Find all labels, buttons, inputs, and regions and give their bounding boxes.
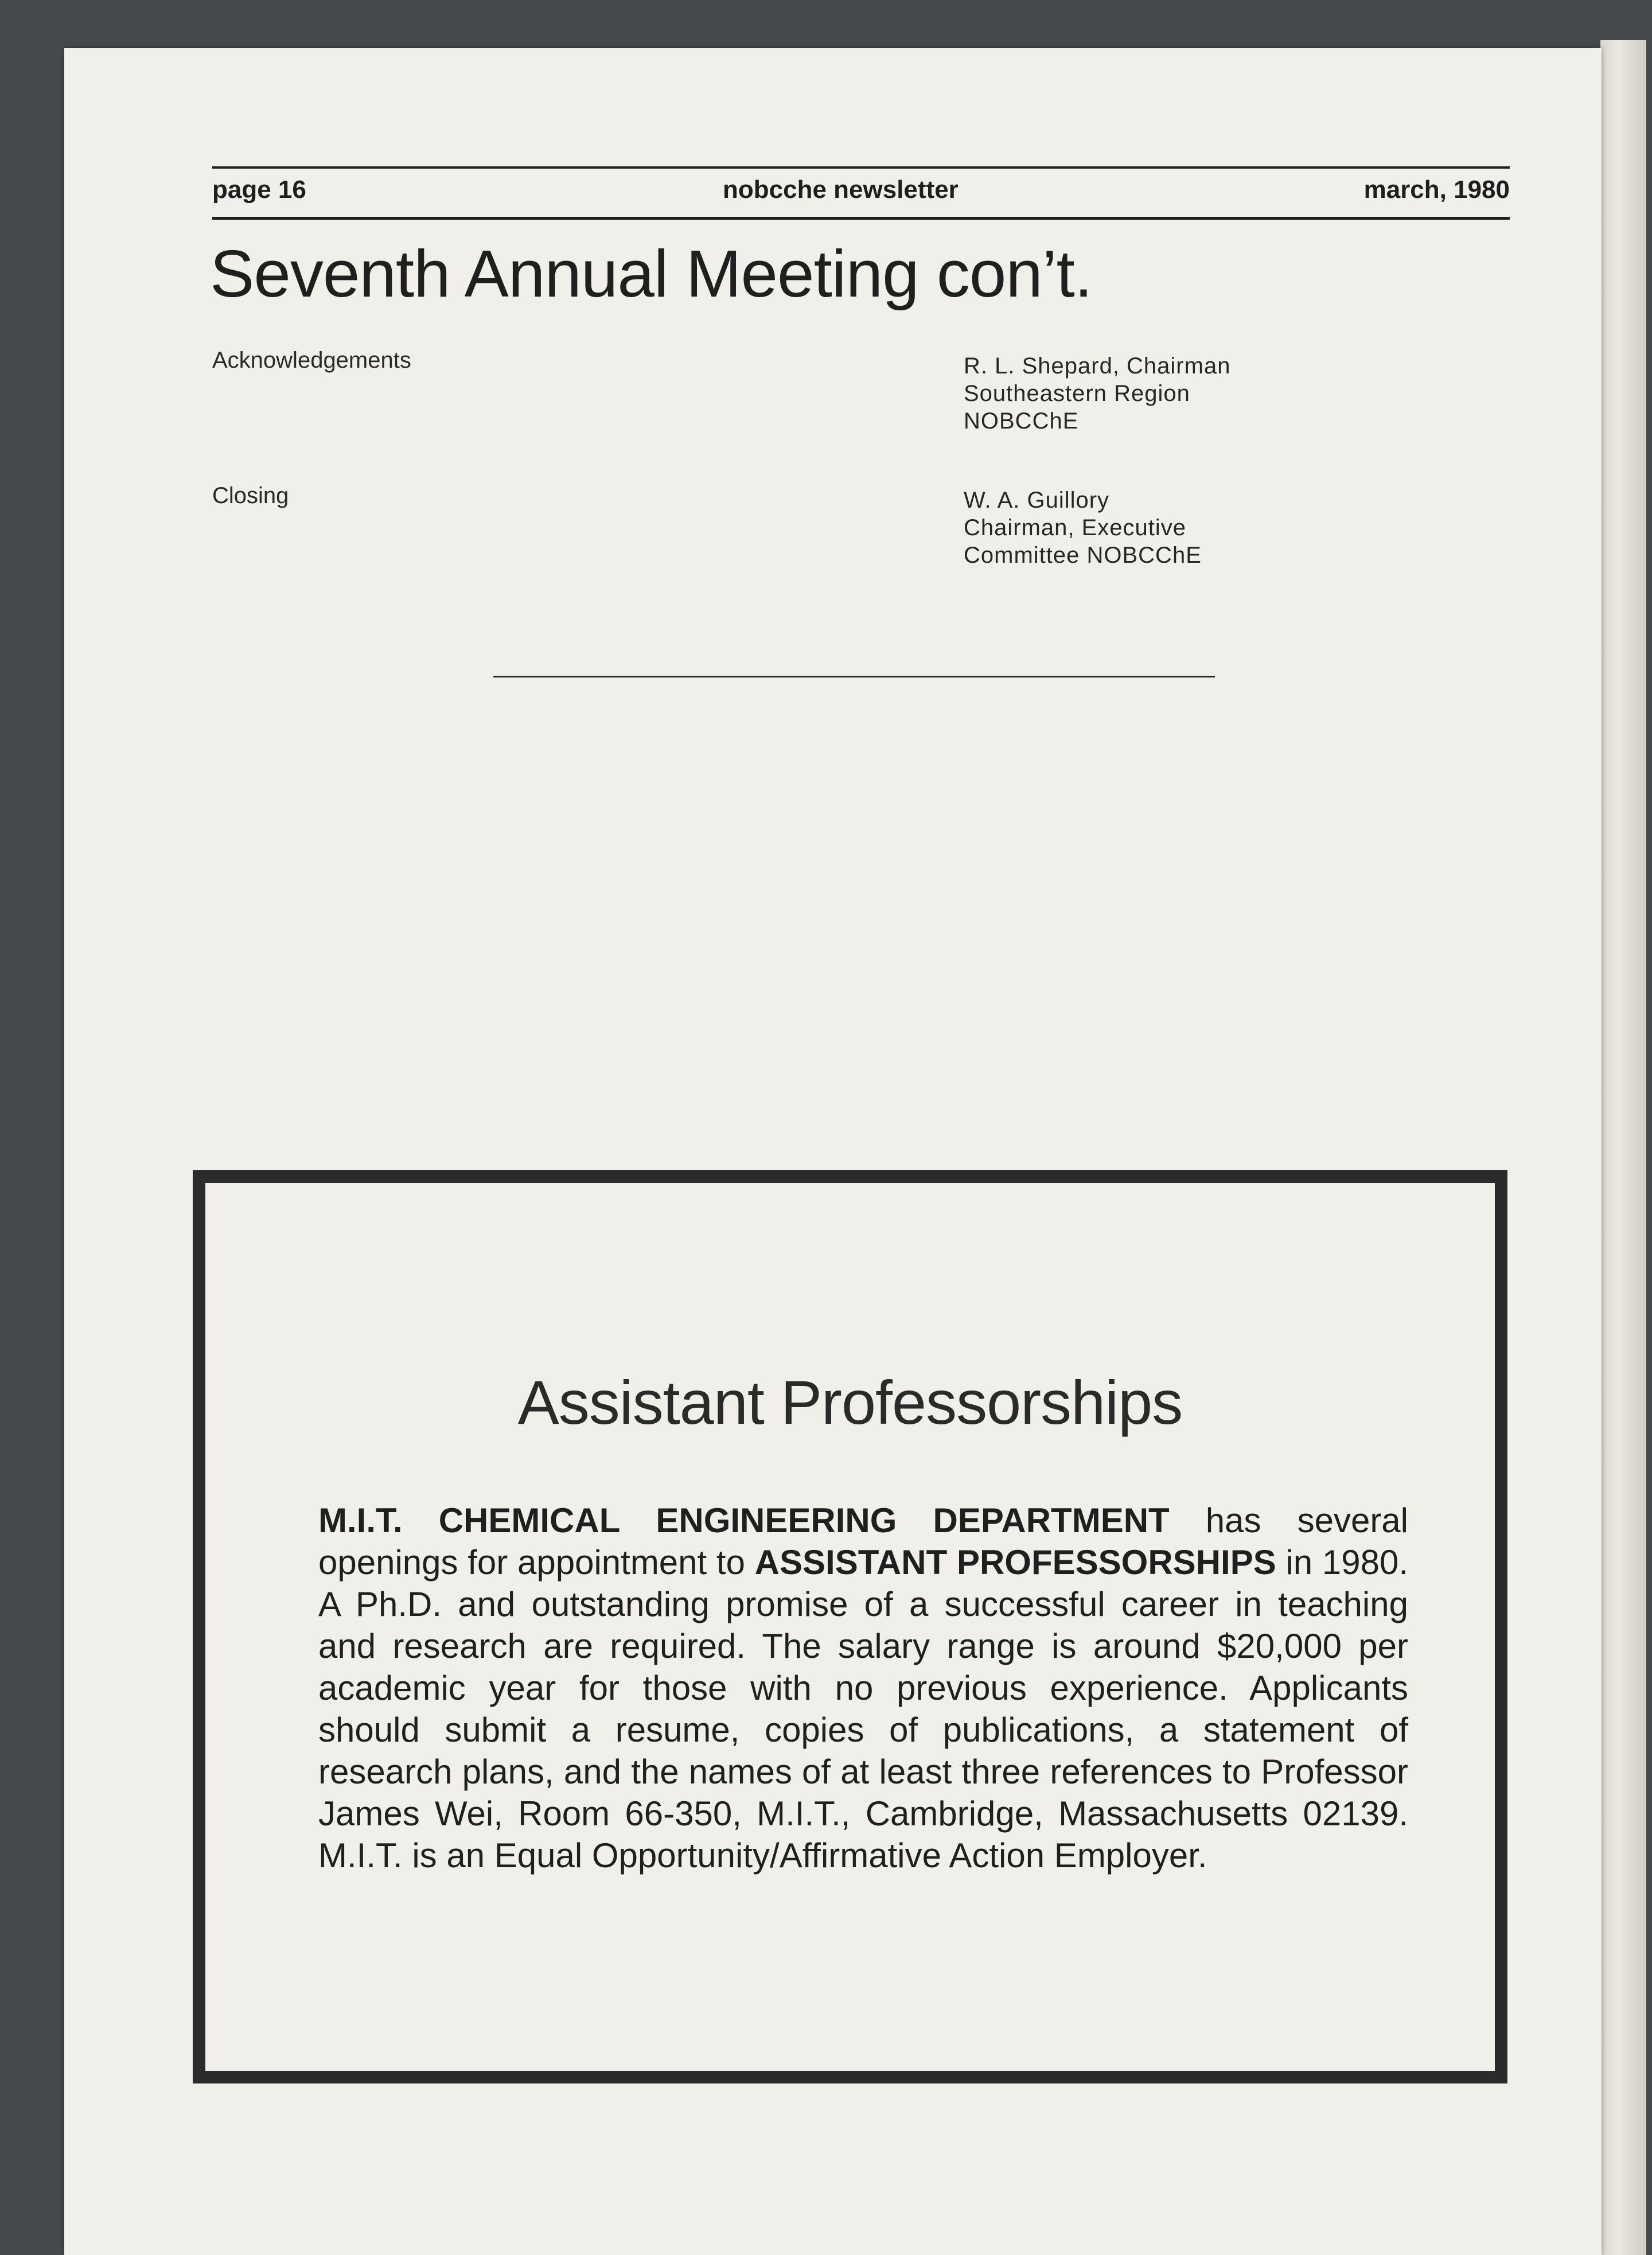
ad-position: ASSISTANT PROFESSORSHIPS (754, 1543, 1276, 1582)
signature-line: Chairman, Executive (964, 515, 1187, 540)
signature-line: Southeastern Region (964, 381, 1190, 406)
page-header (212, 176, 1510, 210)
signature-shepard (964, 352, 1230, 435)
signature-line: NOBCChE (964, 408, 1079, 434)
job-advertisement-box (193, 1170, 1507, 2083)
program-label-acknowledgements: Acknowledgements (212, 348, 411, 373)
ad-text: has several openings for appointment to (318, 1501, 1408, 1582)
newsletter-name: nobcche newsletter (723, 176, 959, 204)
page-number: page 16 (212, 176, 306, 204)
adjacent-page-edge (1600, 40, 1646, 2255)
signature-guillory (964, 486, 1202, 569)
program-label-closing: Closing (212, 483, 289, 508)
header-bottom-rule (212, 217, 1510, 220)
ad-text: in 1980. A Ph.D. and outstanding promise of a successful career in teaching and research are required. The salary range is around $20,000 per academic year for those with no previous experience. Applicants should submit a resume, copies of publications, a statement of research plans, and the names of at least three references to Professor James Wei, Room 66-350, M.I.T., Cambridge, Massachusetts 02139. M.I.T. is an Equal Opportunity/Affirmative Action Employer. (318, 1543, 1408, 1875)
page-title: Seventh Annual Meeting con’t. (210, 236, 1093, 311)
ad-department: M.I.T. CHEMICAL ENGINEERING DEPARTMENT (318, 1501, 1170, 1540)
issue-date: march, 1980 (1363, 176, 1510, 204)
signature-line: R. L. Shepard, Chairman (964, 353, 1231, 379)
ad-title: Assistant Professorships (517, 1368, 1183, 1437)
signature-line: Committee NOBCChE (964, 543, 1202, 568)
signature-line: W. A. Guillory (964, 488, 1110, 513)
section-divider (493, 676, 1215, 677)
ad-body (318, 1500, 1408, 1876)
header-top-rule (212, 166, 1510, 169)
